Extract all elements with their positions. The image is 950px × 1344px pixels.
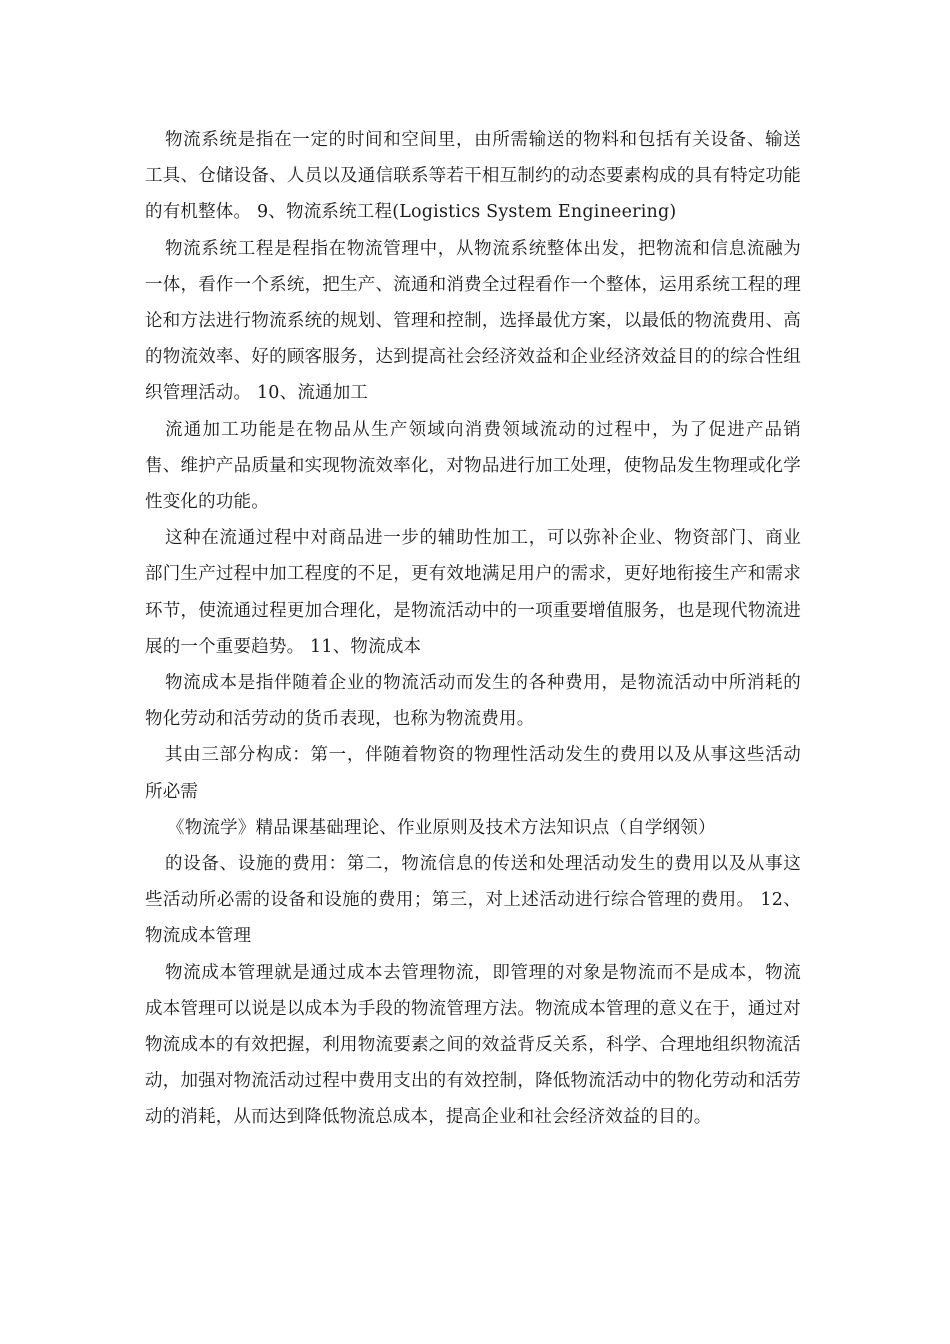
paragraph-logistics-cost-components-continued: 的设备、设施的费用：第二，物流信息的传送和处理活动发生的费用以及从事这些活动所必需的设备和设施的费用；第三，对上述活动进行综合管理的费用。 12、物流成本管理	[145, 854, 801, 947]
paragraph-distribution-processing: 流通加工功能是在物品从生产领域向消费领域流动的过程中，为了促进产品销售、维护产品质量和实现物流效率化，对物品进行加工处理，使物品发生物理或化学性变化的功能。	[145, 419, 801, 513]
paragraph-logistics-cost: 物流成本是指伴随着企业的物流活动而发生的各种费用，是物流活动中所消耗的物化劳动和活劳动的货币表现，也称为物流费用。	[145, 673, 801, 730]
document-body	[145, 122, 801, 1136]
running-header: 《物流学》精品课基础理论、作业原则及技术方法知识点（自学纲领）	[167, 817, 716, 838]
paragraph-logistics-system-engineering: 物流系统工程是程指在物流管理中，从物流系统整体出发，把物流和信息流融为一体，看作一个系统，把生产、流通和消费全过程看作一个整体，运用系统工程的理论和方法进行物流系统的规划、管理和控制，选择最优方案，以最低的物流费用、高的物流效率、好的顾客服务，达到提高社会经济效益和企业经济效益目的的综合性组织管理活动。 10、流通加工	[145, 238, 801, 404]
paragraph-distribution-processing-value: 这种在流通过程中对商品进一步的辅助性加工，可以弥补企业、物资部门、商业部门生产过程中加工程度的不足，更有效地满足用户的需求，更好地衔接生产和需求环节，使流通过程更加合理化，是物流活动中的一项重要增值服务，也是现代物流进展的一个重要趋势。 11、物流成本	[145, 528, 801, 657]
paragraph-logistics-cost-components: 其由三部分构成：第一，伴随着物资的物理性活动发生的费用以及从事这些活动所必需	[145, 745, 801, 802]
paragraph-logistics-cost-management: 物流成本管理就是通过成本去管理物流，即管理的对象是物流而不是成本，物流成本管理可以说是以成本为手段的物流管理方法。物流成本管理的意义在于，通过对物流成本的有效把握，利用物流要素之间的效益背反关系，科学、合理地组织物流活动，加强对物流活动过程中费用支出的有效控制，降低物流活动中的物化劳动和活劳动的消耗，从而达到降低物流总成本，提高企业和社会经济效益的目的。	[145, 962, 801, 1128]
paragraph-logistics-system: 物流系统是指在一定的时间和空间里，由所需输送的物料和包括有关设备、输送工具、仓储设备、人员以及通信联系等若干相互制约的动态要素构成的具有特定功能的有机整体。 9、物流系统工程(Logistics System Engineering)	[145, 130, 801, 223]
